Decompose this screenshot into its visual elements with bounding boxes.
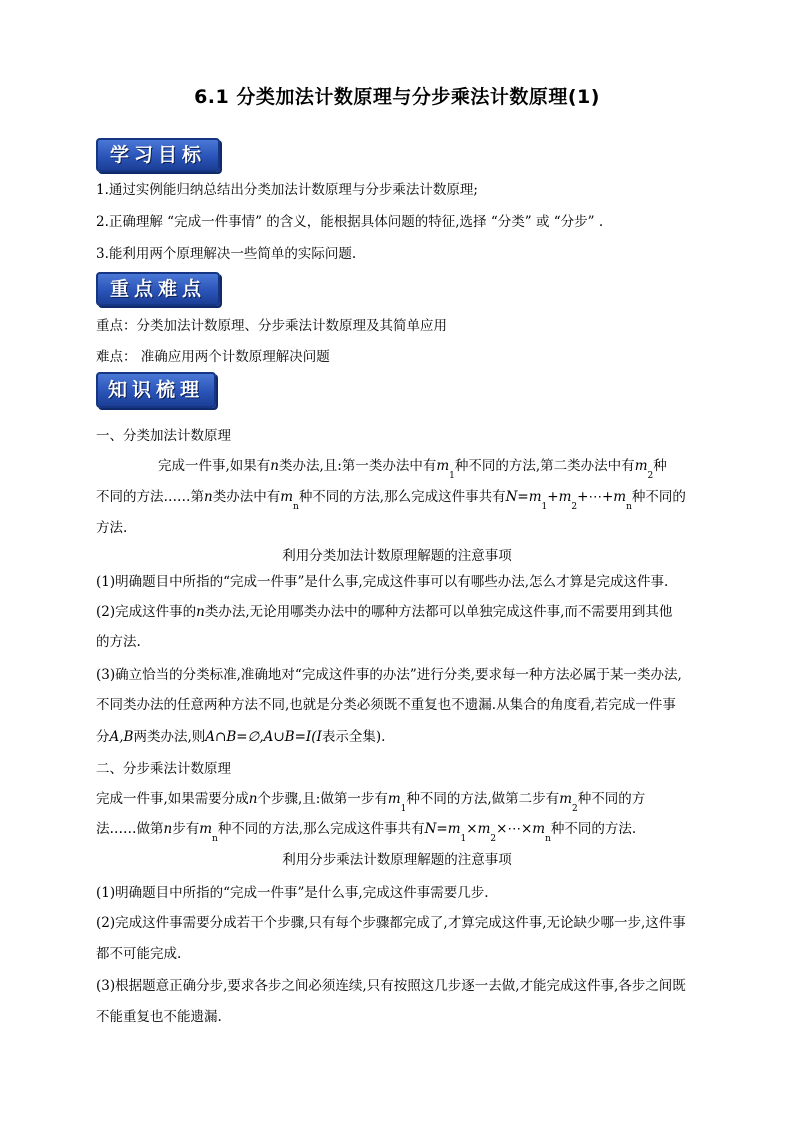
section2-note-3-cont: 不能重复也不能遗漏. <box>96 1009 222 1025</box>
section1-note-1: (1)明确题目中所指的“完成一件事”是什么事,完成这件事可以有哪些办法,怎么才算是完成这件事. <box>96 574 669 590</box>
section2-para-line1: 完成一件事,如果需要分成n个步骤,且:做第一步有$m_1$种不同的方法,做第二步有$m_2$种不同的方 <box>96 791 646 814</box>
section1-para-line2: 不同的方法……第n类办法中有$m_n$种不同的方法,那么完成这件事共有$N=m_1+m_2+\cdots+m_n$种不同的 <box>96 489 686 512</box>
section1-para-line1: 完成一件事,如果有n类办法,且:第一类办法中有$m_1$种不同的方法,第二类办法中有$m_2$种 <box>158 458 667 481</box>
goal-3: 3.能利用两个原理解决一些简单的实际问题. <box>96 246 357 262</box>
section1-note-2: (2)完成这件事的n类办法,无论用哪类办法中的哪种方法都可以单独完成这件事,而不需要用到其他 <box>96 604 673 620</box>
section1-notes-title: 利用分类加法计数原理解题的注意事项 <box>282 548 512 564</box>
section2-note-2: (2)完成这件事需要分成若干个步骤,只有每个步骤都完成了,才算完成这件事,无论缺少哪一步,这件事 <box>96 915 686 931</box>
section1-heading: 一、分类加法计数原理 <box>96 428 231 444</box>
difficult-point: 难点： 准确应用两个计数原理解决问题 <box>96 349 330 365</box>
page-title: 6.1 分类加法计数原理与分步乘法计数原理(1) <box>194 86 600 108</box>
goal-2: 2.正确理解 “完成一件事情” 的含义，能根据具体问题的特征,选择 “分类” 或 “分步” . <box>96 214 604 230</box>
section2-para-line2: 法……做第n步有$m_n$种不同的方法,那么完成这件事共有$N=m_1\times m_2\times\cdots\times m_n$种不同的方法. <box>96 821 637 844</box>
section1-note-2-cont: 的方法. <box>96 634 141 650</box>
section1-note-3-end: 分A,B两类办法,则A∩B=∅,A∪B=I(I表示全集). <box>96 729 386 745</box>
key-point: 重点：分类加法计数原理、分步乘法计数原理及其简单应用 <box>96 318 447 334</box>
section1-note-3: (3)确立恰当的分类标准,准确地对“完成这件事的办法”进行分类,要求每一种方法必属于某一类办法, <box>96 667 682 683</box>
section2-notes-title: 利用分步乘法计数原理解题的注意事项 <box>282 852 512 868</box>
badge-key-points: 重点难点 <box>96 272 220 306</box>
section2-note-2-cont: 都不可能完成. <box>96 946 182 962</box>
badge-learning-goals: 学习目标 <box>96 138 220 172</box>
section2-note-3: (3)根据题意正确分步,要求各步之间必须连续,只有按照这几步逐一去做,才能完成这件事,各步之间既 <box>96 978 686 994</box>
goal-1: 1.通过实例能归纳总结出分类加法计数原理与分步乘法计数原理; <box>96 182 478 198</box>
section2-heading: 二、分步乘法计数原理 <box>96 761 231 777</box>
badge-knowledge-review: 知识梳理 <box>96 372 216 408</box>
section1-para-line3: 方法. <box>96 520 128 536</box>
section1-note-3-cont: 不同类办法的任意两种方法不同,也就是分类必须既不重复也不遗漏.从集合的角度看,若完成一件事 <box>96 697 676 713</box>
section2-note-1: (1)明确题目中所指的“完成一件事”是什么事,完成这件事需要几步. <box>96 885 489 901</box>
